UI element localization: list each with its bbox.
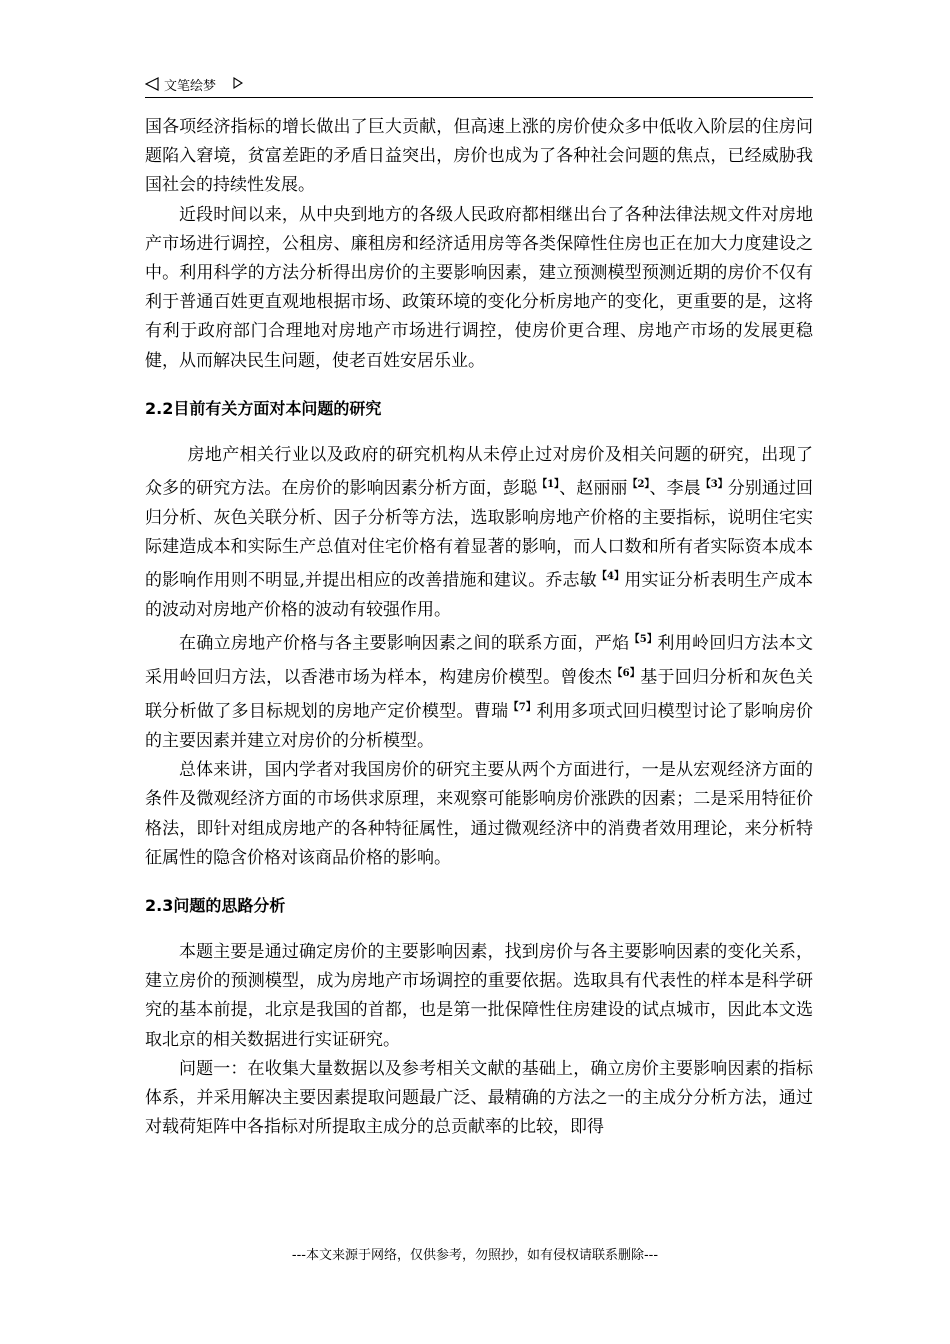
- paragraph: 问题一：在收集大量数据以及参考相关文献的基础上，确立房价主要影响因素的指标体系，并采用解决主要因素提取问题最广泛、最精确的方法之一的主成分分析方法，通过对载荷矩阵中各指标对所提取主成分的总贡献率的比较，即得: [145, 1058, 813, 1138]
- header-title: 文笔绘梦: [164, 79, 217, 94]
- citation: 【5】: [629, 634, 658, 646]
- paragraph: 本题主要是通过确定房价的主要影响因素，找到房价与各主要影响因素的变化关系，建立房价的预测模型，成为房地产市场调控的重要依据。选取具有代表性的样本是科学研究的基本前提，北京是我国的首都，也是第一批保障性住房建设的试点城市，因此本文选取北京的相关数据进行实证研究。: [145, 941, 813, 1050]
- citation: 【4】: [596, 571, 625, 583]
- paragraph: 在确立房地产价格与各主要影响因素之间的联系方面，严焰$^{【5】}$利用岭回归方法本文采用岭回归方法，以香港市场为样本，构建房价模型。曾俊杰$^{【6】}$基于回归分析和灰色关联分析做了多目标规划的房地产定价模型。曹瑞$^{【7】}$利用多项式回归模型讨论了影响房价的主要因素并建立对房价的分析模型。: [145, 634, 814, 751]
- paragraph: 近段时间以来，从中央到地方的各级人民政府都相继出台了各种法律法规文件对房地产市场进行调控，公租房、廉租房和经济适用房等各类保障性住房也正在加大力度建设之中。利用科学的方法分析得出房价的主要影响因素，建立预测模型预测近期的房价不仅有利于普通百姓更直观地根据市场、政策环境的变化分析房地产的变化，更重要的是，这将有利于政府部门合理地对房地产市场进行调控，使房价更合理、房地产市场的发展更稳健，从而解决民生问题，使老百姓安居乐业。: [145, 204, 813, 371]
- header-divider: [145, 97, 813, 98]
- triangle-right-icon: [233, 77, 243, 89]
- section-heading-2-2: 2.2目前有关方面对本问题的研究: [145, 398, 382, 418]
- citation: 【2】: [627, 479, 650, 491]
- paragraph: 房地产相关行业以及政府的研究机构从未停止过对房价及相关问题的研究，出现了众多的研究方法。在房价的影响因素分析方面，彭聪$^{【1】}$、赵丽丽$^{【2】}$、李晨$^{【3】}$分别通过回归分析、灰色关联分析、因子分析等方法，选取影响房地产价格的主要指标，说明住宅实际建造成本和实际生产总值对住宅价格有着显著的影响，而人口数和所有者实际资本成本的影响作用则不明显,并提出相应的改善措施和建议。乔志敏$^{【4】}$用实证分析表明生产成本的波动对房地产价格的波动有较强作用。: [145, 444, 814, 621]
- citation: 【6】: [612, 668, 641, 680]
- section-heading-2-3: 2.3问题的思路分析: [145, 895, 286, 915]
- page-content: [145, 113, 813, 1142]
- citation: 【1】: [537, 479, 560, 491]
- paragraph: 总体来讲，国内学者对我国房价的研究主要从两个方面进行，一是从宏观经济方面的条件及微观经济方面的市场供求原理，来观察可能影响房价涨跌的因素；二是采用特征价格法，即针对组成房地产的各种特征属性，通过微观经济中的消费者效用理论，来分析特征属性的隐含价格对该商品价格的影响。: [145, 760, 813, 868]
- citation: 【3】: [700, 479, 728, 491]
- triangle-left-icon: [145, 77, 159, 91]
- footer-disclaimer: ---本文来源于网络，仅供参考，勿照抄，如有侵权请联系删除---: [291, 1248, 659, 1263]
- paragraph: 国各项经济指标的增长做出了巨大贡献，但高速上涨的房价使众多中低收入阶层的住房问题陷入窘境，贫富差距的矛盾日益突出，房价也成为了各种社会问题的焦点，已经威胁我国社会的持续性发展。: [145, 117, 813, 196]
- page-header: [145, 72, 813, 96]
- citation: 【7】: [508, 702, 537, 714]
